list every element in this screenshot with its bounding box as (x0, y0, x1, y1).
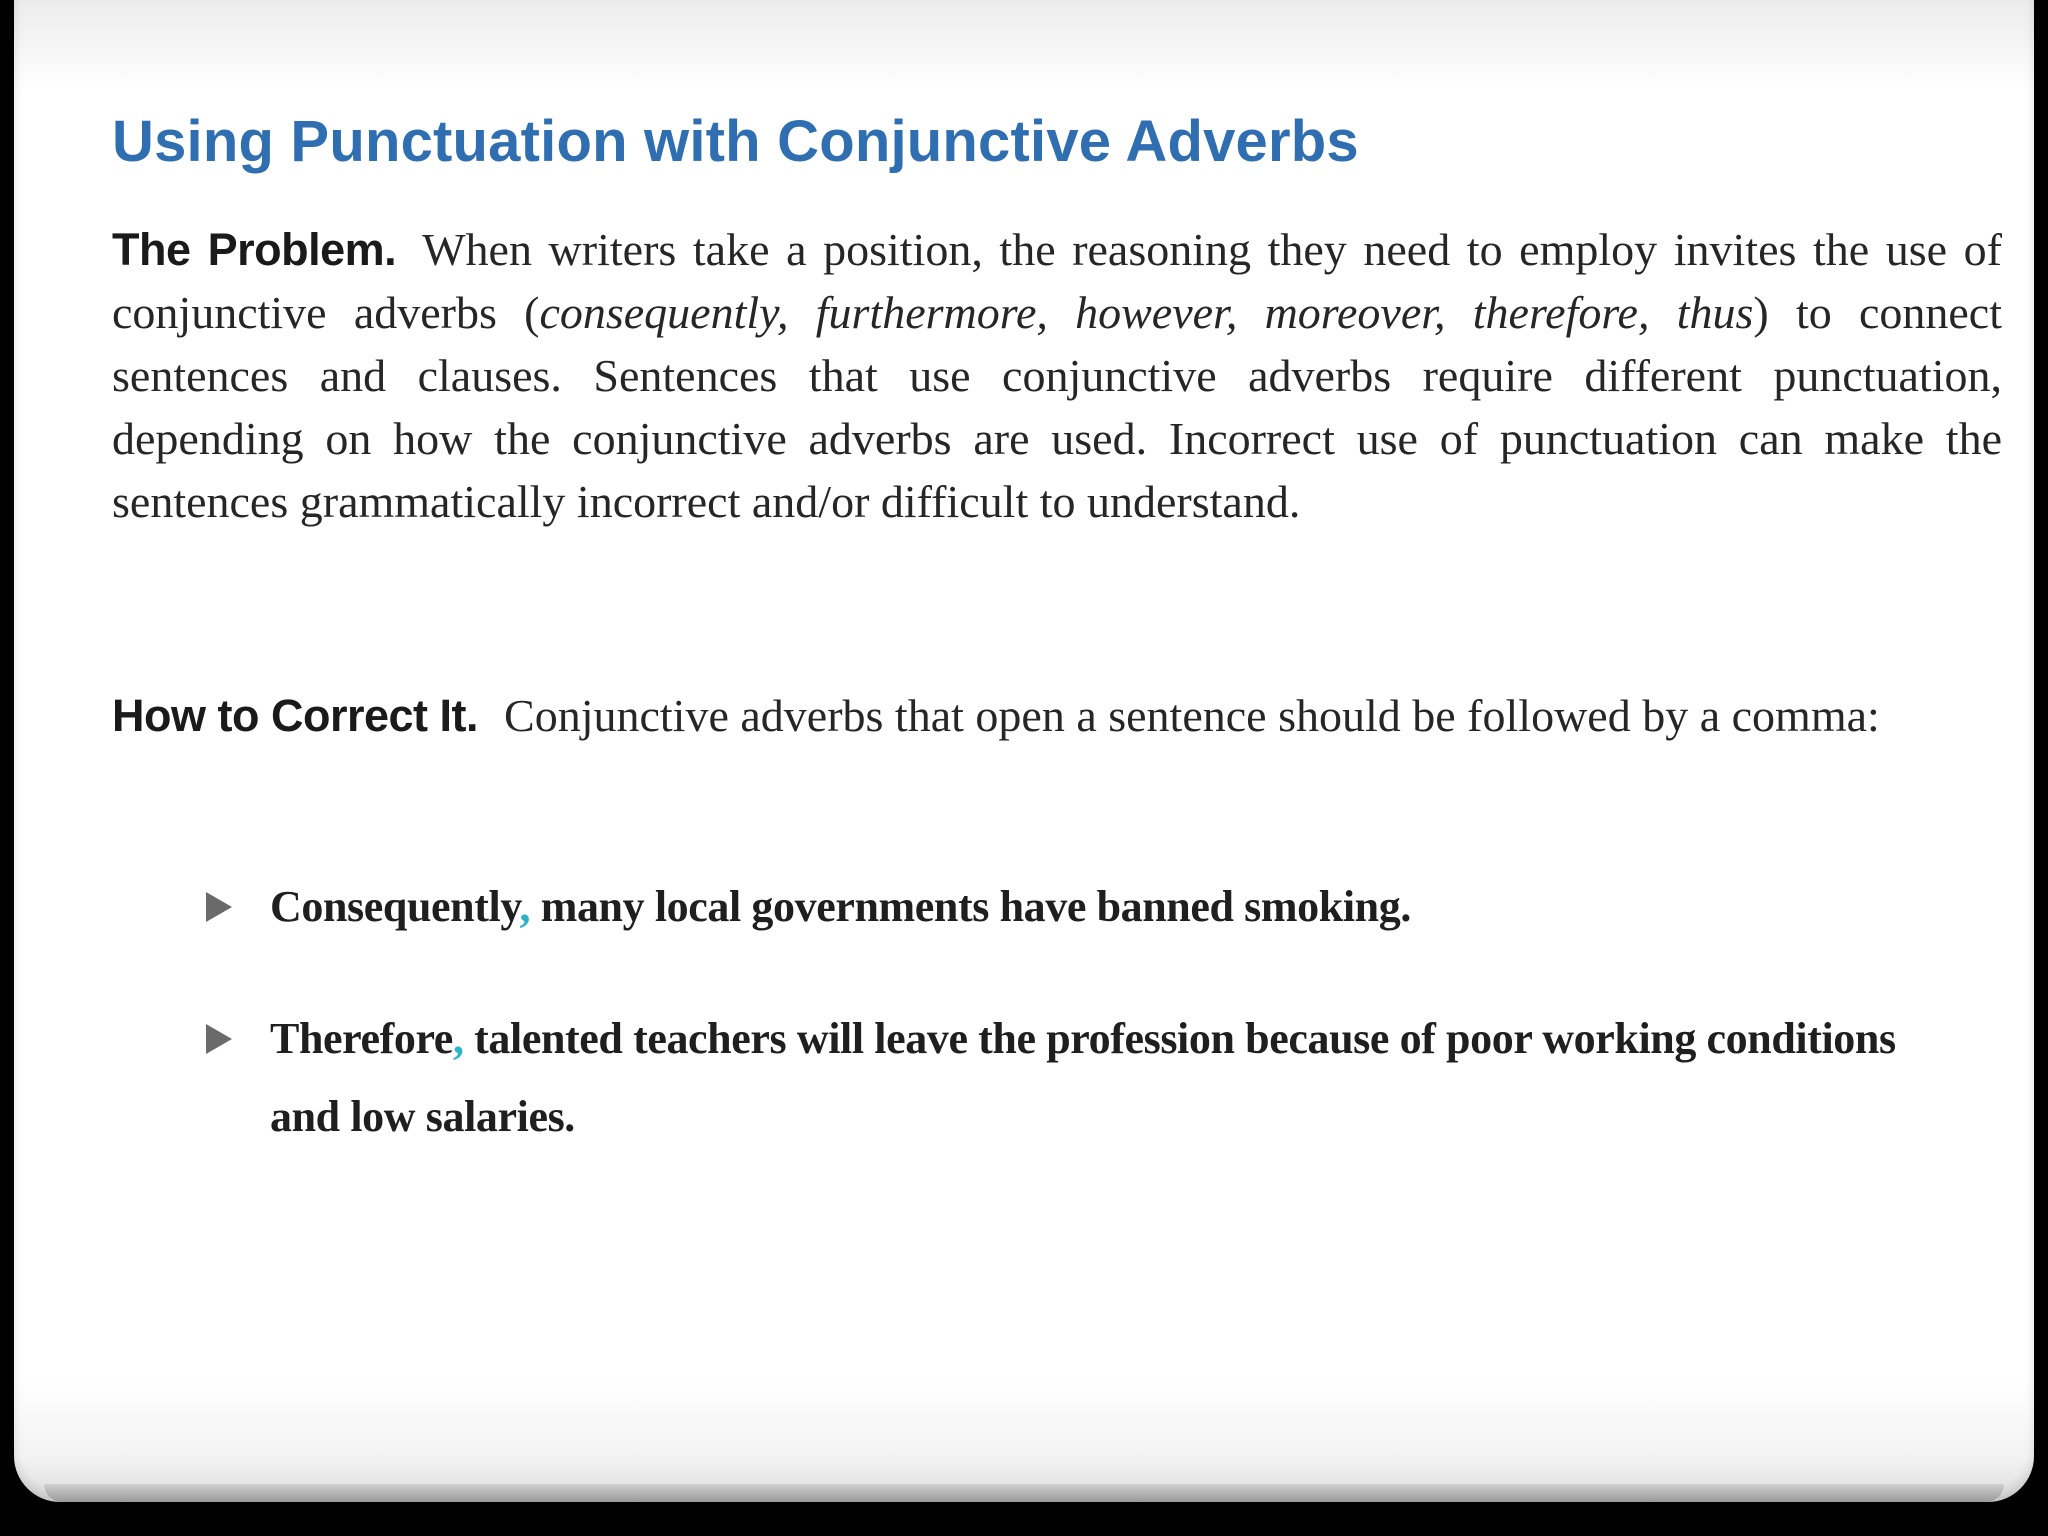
slide-title: Using Punctuation with Conjunctive Adverbs (112, 109, 1359, 174)
example-rest: many local governments have banned smoking. (530, 882, 1411, 931)
problem-heading: The Problem. (112, 224, 397, 275)
example-item (202, 868, 1922, 946)
example-rest: talented teachers will leave the profession because of poor working conditions and low salaries. (270, 1014, 1896, 1141)
example-item (202, 1000, 1922, 1156)
correction-paragraph (112, 684, 2002, 747)
problem-paragraph (112, 218, 2002, 533)
example-opener: Consequently (270, 882, 520, 931)
problem-text-before: When writers take a position, the reasoning they need to employ invites the use of conjunctive adverbs ( (112, 224, 2002, 338)
slide (14, 0, 2034, 1502)
correction-text: Conjunctive adverbs that open a sentence should be followed by a comma: (504, 690, 1880, 741)
triangle-bullet-icon (206, 892, 232, 922)
example-list (202, 868, 1922, 1156)
example-comma-highlight: , (519, 882, 531, 931)
slide-bottom-edge (44, 1484, 2004, 1502)
example-opener: Therefore (270, 1014, 453, 1063)
conjunctive-adverbs-list: consequently, furthermore, however, moreover, therefore, thus (539, 287, 1754, 338)
problem-text-after: ) to connect sentences and clauses. Sentences that use conjunctive adverbs require different punctuation, depending on how the conjunctive adverbs are used. Incorrect use of punctuation can make the sentences grammatically incorrect and/or difficult to understand. (112, 287, 2002, 527)
triangle-bullet-icon (206, 1024, 232, 1054)
example-comma-highlight: , (452, 1014, 464, 1063)
correction-heading: How to Correct It. (112, 690, 479, 741)
